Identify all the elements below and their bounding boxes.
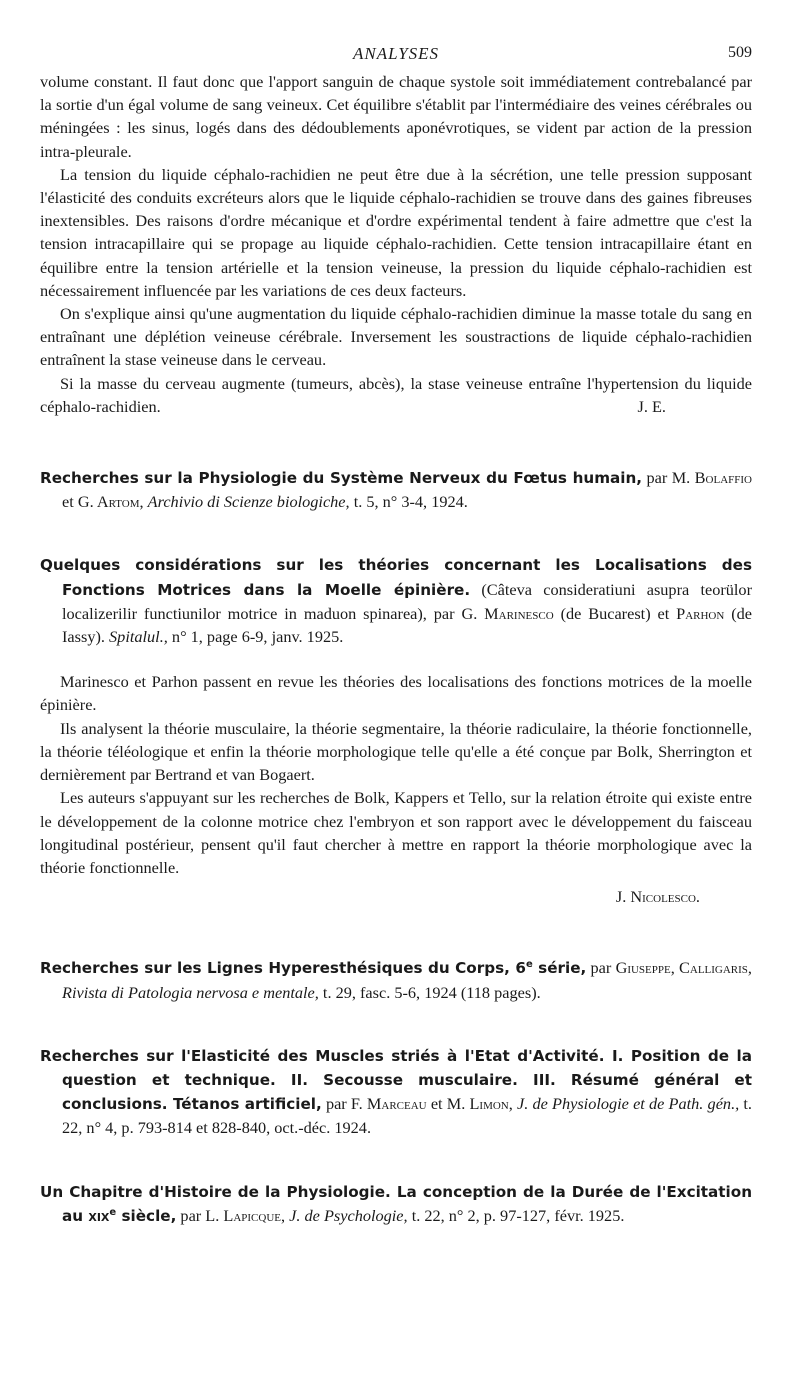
- entry-4-journal: J. de Physiologie et de Path. gén.,: [517, 1094, 740, 1114]
- entry-3-title: Recherches sur les Lignes Hyperesthésiques du Corps, 6e série,: [40, 959, 587, 978]
- entry-3-author: Giuseppe, Calligaris,: [615, 958, 752, 978]
- entry-2-title: Quelques considérations sur les théories concernant les Localisations des Fonctions Motrices dans la Moelle épinière.: [40, 556, 752, 599]
- entry-1-title: Recherches sur la Physiologie du Système Nerveux du Fœtus humain,: [40, 469, 643, 488]
- entry-1-journal: Archivio di Scienze biologiche,: [147, 492, 350, 512]
- entry-5-journal: J. de Psychologie,: [289, 1205, 408, 1225]
- entry-1-details: t. 5, n° 3-4, 1924.: [353, 492, 468, 512]
- entry-2-author: G. Marinesco: [461, 603, 554, 623]
- entry-1: Recherches sur la Physiologie du Système Nerveux du Fœtus humain, par M. Bolaffio et G. Artom, Archivio di Scienze biologiche, t. 5, n° 3-4, 1924.: [40, 468, 752, 512]
- entry-2-paragraph: Marinesco et Parhon passent en revue les théories des localisations des fonctions motrices de la moelle épinière.: [40, 672, 752, 715]
- entry-1-author: M. Bolaffio: [671, 468, 752, 488]
- entry-2: Quelques considérations sur les théories concernant les Localisations des Fonctions Motrices dans la Moelle épinière. (Câteva consideratiuni asupra teorülor localizerilir functiunilor motrice in maduon spinarea), par G. Marinesco (de Bucarest) et Parhon (de Iassy). Spitalul., n° 1, page 6-9, janv. 1925.: [40, 556, 753, 647]
- entry-2-details: n° 1, page 6-9, janv. 1925.: [171, 627, 344, 647]
- intro-paragraph: La tension du liquide céphalo-rachidien ne peut être due à la sécrétion, une telle pression supposant l'élasticité des conduits excréteurs alors que le liquide céphalo-rachidien se trouve dans des gaines fibreuses inextensibles. Des raisons d'ordre mécanique et d'ordre expérimental tendent à faire admettre que c'est la tension intracapillaire qui se propage au liquide céphalo-rachidien. Cette tension intracapillaire étant en équilibre entre la tension artérielle et la tension veineuse, la pression du liquide céphalo-rachidien est nécessairement influencée par les variations de ces deux facteurs.: [40, 164, 752, 300]
- entry-2-original-title: (Câteva consideratiuni asupra teorülor localizerilir functiunilor motrice in maduon spinarea),: [62, 579, 752, 623]
- entry-5-details: t. 22, n° 2, p. 97-127, févr. 1925.: [411, 1205, 625, 1225]
- page-number: 509: [728, 44, 752, 61]
- entry-4-title: Recherches sur l'Elasticité des Muscles striés à l'Etat d'Activité. I. Position de la question et technique. II. Secousse musculaire. III. Résumé général et conclusions. Tétanos artificiel,: [40, 1046, 752, 1114]
- entry-5-author: L. Lapicque,: [205, 1205, 286, 1225]
- entry-3-details: t. 29, fasc. 5-6, 1924 (118 pages).: [322, 982, 541, 1002]
- entry-2-paragraph: Les auteurs s'appuyant sur les recherches de Bolk, Kappers et Tello, sur la relation étroite qui existe entre le développement de la colonne motrice chez l'embryon et son rapport avec le développement du faisceau longitudinal postérieur, pensent qu'il faut chercher à mettre en rapport la théorie morphologique avec la théorie fonctionnelle.: [40, 788, 752, 877]
- intro-signature: J. E.: [637, 396, 666, 416]
- intro-paragraph: On s'explique ainsi qu'une augmentation du liquide céphalo-rachidien diminue la masse totale du sang en entraînant une déplétion veineuse cérébrale. Inversement les soustractions de liquide céphalo-rachidien entraînent la stase veineuse dans le cerveau.: [40, 304, 752, 370]
- entry-4-author: F. Marceau: [350, 1094, 427, 1114]
- entry-5: Un Chapitre d'Histoire de la Physiologie. La conception de la Durée de l'Excitation au xix$^e$ siècle, par L. Lapicque, J. de Psychologie, t. 22, n° 2, p. 97-127, févr. 1925.: [40, 1182, 752, 1225]
- entry-2-author: Parhon: [676, 603, 725, 623]
- entry-2-signature: J. Nicolesco.: [615, 887, 700, 907]
- entry-3: Recherches sur les Lignes Hyperesthésiques du Corps, 6e série, par Giuseppe, Calligaris, Rivista di Patologia nervosa e mentale, t. 29, fasc. 5-6, 1924 (118 pages).: [40, 958, 752, 1002]
- entry-4-details: t. 22, n° 4, p. 793-814 et 828-840, oct.-déc. 1924.: [62, 1094, 753, 1138]
- entry-1-author: G. Artom,: [77, 492, 144, 512]
- entry-2-journal: Spitalul.,: [109, 627, 168, 647]
- intro-paragraph: volume constant. Il faut donc que l'apport sanguin de chaque systole soit immédiatement contrebalancé par la sortie d'un égal volume de sang veineux. Cet équilibre s'établit par l'intermédiaire des veines cérébrales ou méningées : les sinus, logés dans des dédoublements aponévrotiques, se vident par action de la pression intra-pleurale.: [40, 72, 752, 161]
- intro-paragraph: Si la masse du cerveau augmente (tumeurs, abcès), la stase veineuse entraîne l'hypertension du liquide céphalo-rachidien.: [40, 373, 752, 416]
- entry-5-title: Un Chapitre d'Histoire de la Physiologie. La conception de la Durée de l'Excitation au xix$^e$ siècle,: [40, 1182, 752, 1225]
- page: [40, 36, 752, 1228]
- entry-3-journal: Rivista di Patologia nervosa e mentale,: [62, 982, 319, 1002]
- entry-2-paragraph: Ils analysent la théorie musculaire, la théorie segmentaire, la théorie radiculaire, la théorie fonctionnelle, la théorie téléologique et enfin la théorie morphologique telle qu'elle a été conçue par Bolk, Sherrington et dernièrement par Bertrand et van Bogaert.: [40, 718, 752, 785]
- running-title: ANALYSES: [352, 44, 440, 63]
- entry-4-author: M. Limon,: [446, 1094, 513, 1114]
- running-head: [40, 36, 752, 70]
- entry-4: Recherches sur l'Elasticité des Muscles striés à l'Etat d'Activité. I. Position de la question et technique. II. Secousse musculaire. III. Résumé général et conclusions. Tétanos artificiel, par F. Marceau et M. Limon, J. de Physiologie et de Path. gén., t. 22, n° 4, p. 793-814 et 828-840, oct.-déc. 1924.: [40, 1046, 753, 1138]
